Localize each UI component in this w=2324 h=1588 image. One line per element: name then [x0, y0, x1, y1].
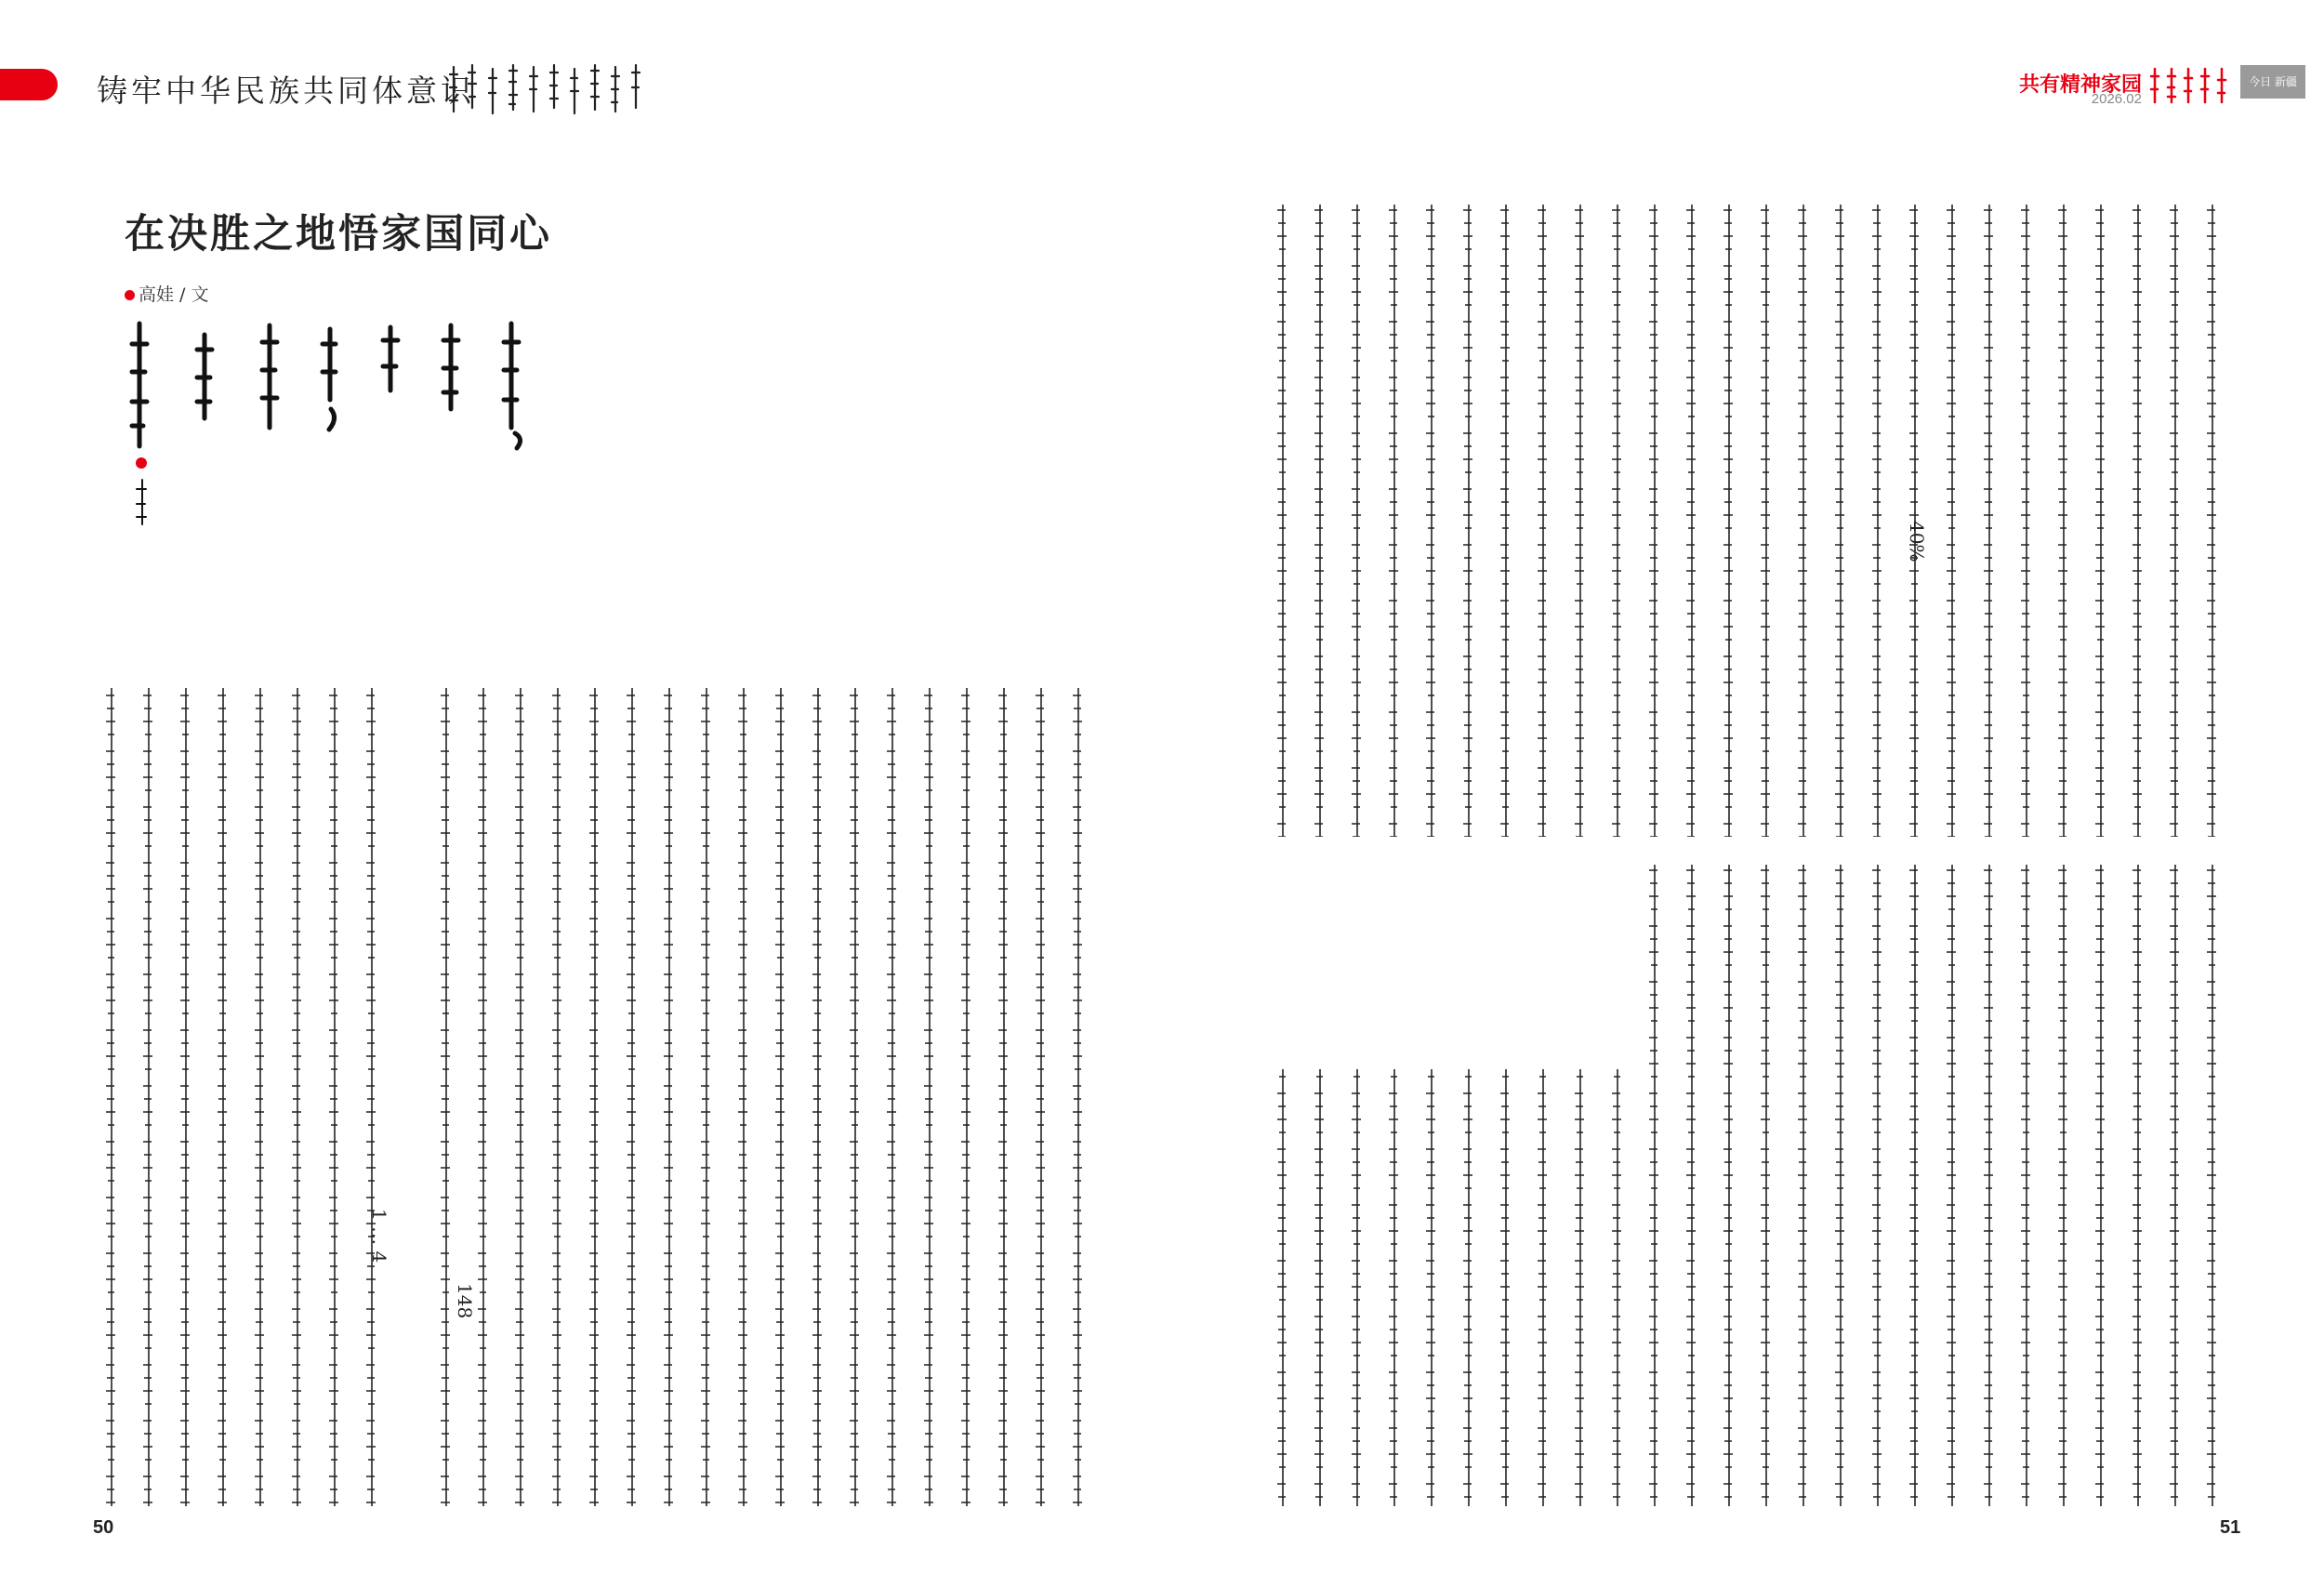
series-title-mongolian-script	[444, 61, 667, 117]
column-name-mongolian-script	[2147, 65, 2231, 106]
inline-number-148: 148	[454, 1283, 476, 1319]
magazine-logo: 今日 新疆	[2240, 65, 2305, 99]
right-page-body-text-upper-mongolian	[1264, 205, 2240, 837]
series-title: 铸牢中华民族共同体意识	[97, 73, 475, 109]
left-page-body-text-mongolian	[93, 688, 1097, 1506]
byline-mongolian-script	[128, 476, 156, 532]
inline-number-percent: 40%	[1906, 521, 1928, 562]
byline-dot	[125, 290, 135, 300]
header-red-tab	[0, 69, 58, 100]
byline	[125, 281, 208, 306]
right-page	[1162, 0, 2324, 1588]
byline-mongolian-dot	[136, 457, 147, 469]
article-title-mongolian-script	[121, 316, 567, 456]
article-title: 在决胜之地悟家国同心	[125, 211, 552, 258]
right-page-body-text-lower-mongolian	[1264, 865, 2240, 1506]
byline-text: 高娃 / 文	[139, 285, 209, 305]
issue-date: 2026.02	[2091, 91, 2142, 107]
page-number-left: 50	[93, 1517, 114, 1538]
column-name: 共有精神家园	[2018, 73, 2142, 96]
page-number-right: 51	[2220, 1517, 2241, 1538]
inline-number-chapter: 1 … 4	[368, 1209, 390, 1264]
